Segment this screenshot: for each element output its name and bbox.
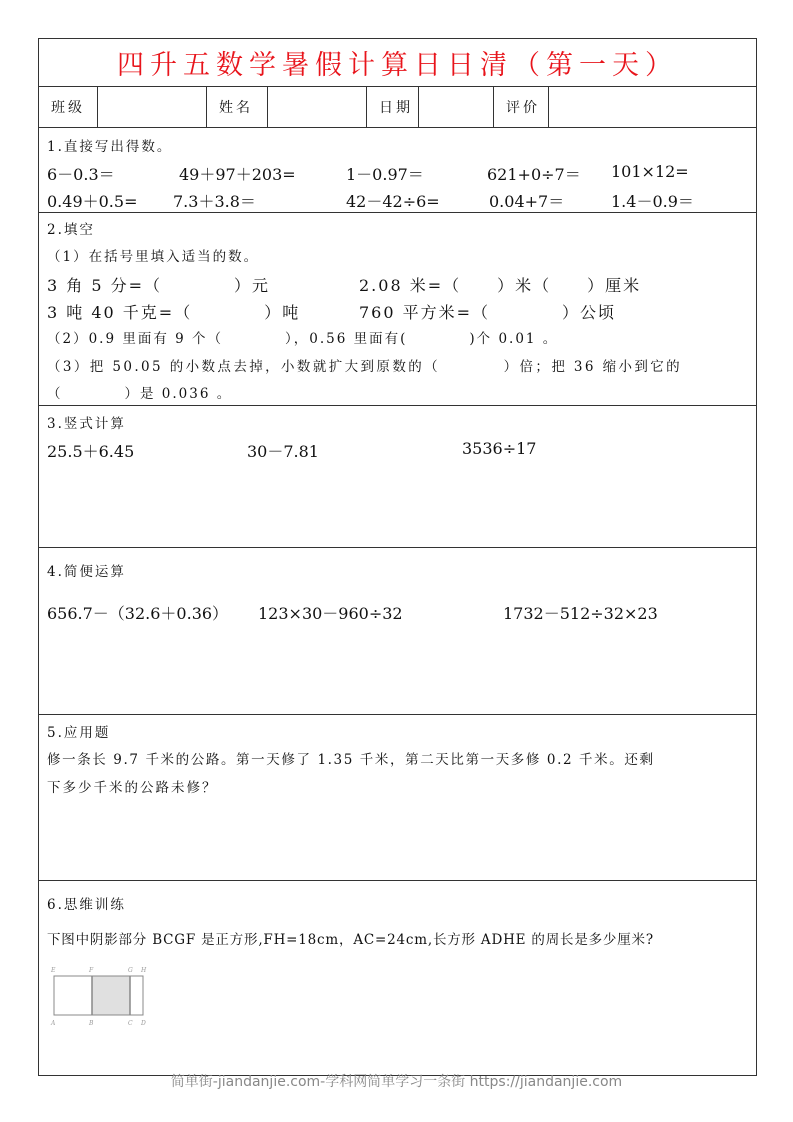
s3-item-3: 3536÷17 bbox=[462, 439, 537, 458]
s3-item-1: 25.5＋6.45 bbox=[47, 442, 135, 461]
s1-r2-c1: 0.49＋0.5= bbox=[47, 192, 138, 211]
section-3-heading: 3.竖式计算 bbox=[47, 416, 126, 432]
s1-r2-c5: 1.4－0.9＝ bbox=[611, 192, 694, 211]
shaded-square bbox=[92, 976, 130, 1015]
s2-q1-b: 2.08 米=（ ）米（ ）厘米 bbox=[359, 276, 642, 295]
section-6-heading: 6.思维训练 bbox=[47, 897, 126, 913]
date-label: 日期 bbox=[367, 87, 419, 127]
s1-r2-c4: 0.04+7＝ bbox=[489, 192, 565, 211]
date-field[interactable] bbox=[419, 87, 494, 127]
s1-r1-c3: 1－0.97＝ bbox=[346, 165, 424, 184]
eval-label: 评价 bbox=[494, 87, 549, 127]
s6-question: 下图中阴影部分 BCGF 是正方形,FH=18cm，AC=24cm,长方形 ADHE 的周长是多少厘米? bbox=[47, 932, 654, 948]
s4-item-1: 656.7－（32.6＋0.36） bbox=[47, 604, 229, 623]
s2-q1-a: 3 角 5 分=（ ）元 bbox=[47, 276, 271, 295]
section-6 bbox=[39, 881, 756, 1075]
s2-q2: （2）0.9 里面有 9 个（ ），0.56 里面有( )个 0.01 。 bbox=[47, 331, 559, 347]
s1-r2-c3: 42－42÷6= bbox=[346, 192, 440, 211]
section-2-heading: 2.填空 bbox=[47, 222, 95, 238]
s1-r1-c5: 101×12= bbox=[611, 162, 689, 181]
label-a: A bbox=[51, 1020, 56, 1027]
s4-item-2: 123×30－960÷32 bbox=[258, 604, 403, 623]
title-row bbox=[39, 39, 756, 87]
s2-q3-line1: （3）把 50.05 的小数点去掉，小数就扩大到原数的（ ）倍；把 36 缩小到它的 bbox=[47, 359, 683, 375]
s1-r1-c1: 6－0.3＝ bbox=[47, 165, 115, 184]
name-label: 姓名 bbox=[207, 87, 268, 127]
rectangle-figure bbox=[49, 961, 159, 1031]
s2-q1-c: 3 吨 40 千克=（ ）吨 bbox=[47, 303, 301, 322]
class-label: 班级 bbox=[39, 87, 98, 127]
name-field[interactable] bbox=[268, 87, 367, 127]
s5-line-2: 下多少千米的公路未修？ bbox=[47, 780, 218, 796]
section-3 bbox=[39, 406, 756, 548]
class-field[interactable] bbox=[98, 87, 207, 127]
label-e: E bbox=[51, 967, 56, 974]
label-g: G bbox=[128, 967, 133, 974]
s1-r2-c2: 7.3＋3.8＝ bbox=[173, 192, 256, 211]
label-f: F bbox=[89, 967, 94, 974]
label-d: D bbox=[141, 1020, 146, 1027]
info-row bbox=[39, 87, 756, 128]
worksheet-table bbox=[38, 38, 757, 1076]
section-1 bbox=[39, 128, 756, 213]
s1-r1-c4: 621+0÷7＝ bbox=[487, 165, 581, 184]
s4-item-3: 1732－512÷32×23 bbox=[503, 604, 658, 623]
label-h: H bbox=[141, 967, 147, 974]
section-2 bbox=[39, 213, 756, 406]
s2-q3-line2: （ ）是 0.036 。 bbox=[47, 386, 233, 402]
section-4-heading: 4.简便运算 bbox=[47, 564, 126, 580]
section-1-heading: 1.直接写出得数。 bbox=[47, 139, 173, 155]
section-5 bbox=[39, 715, 756, 881]
s2-q1-d: 760 平方米=（ ）公顷 bbox=[359, 303, 617, 322]
s2-q1-intro: （1）在括号里填入适当的数。 bbox=[47, 249, 260, 265]
page-title: 四升五数学暑假计算日日清（第一天） bbox=[117, 50, 678, 81]
footer-watermark: 简单街-jiandanjie.com-学科网简单学习一条街 https://jiandanjie.com bbox=[170, 1074, 623, 1090]
s3-item-2: 30－7.81 bbox=[247, 442, 319, 461]
eval-field[interactable] bbox=[549, 87, 756, 127]
s5-line-1: 修一条长 9.7 千米的公路。第一天修了 1.35 千米，第二天比第一天多修 0.2 千米。还剩 bbox=[47, 752, 655, 768]
s1-r1-c2: 49＋97＋203= bbox=[179, 165, 296, 184]
section-5-heading: 5.应用题 bbox=[47, 725, 111, 741]
section-4 bbox=[39, 548, 756, 715]
label-c: C bbox=[128, 1020, 133, 1027]
label-b: B bbox=[89, 1020, 94, 1027]
